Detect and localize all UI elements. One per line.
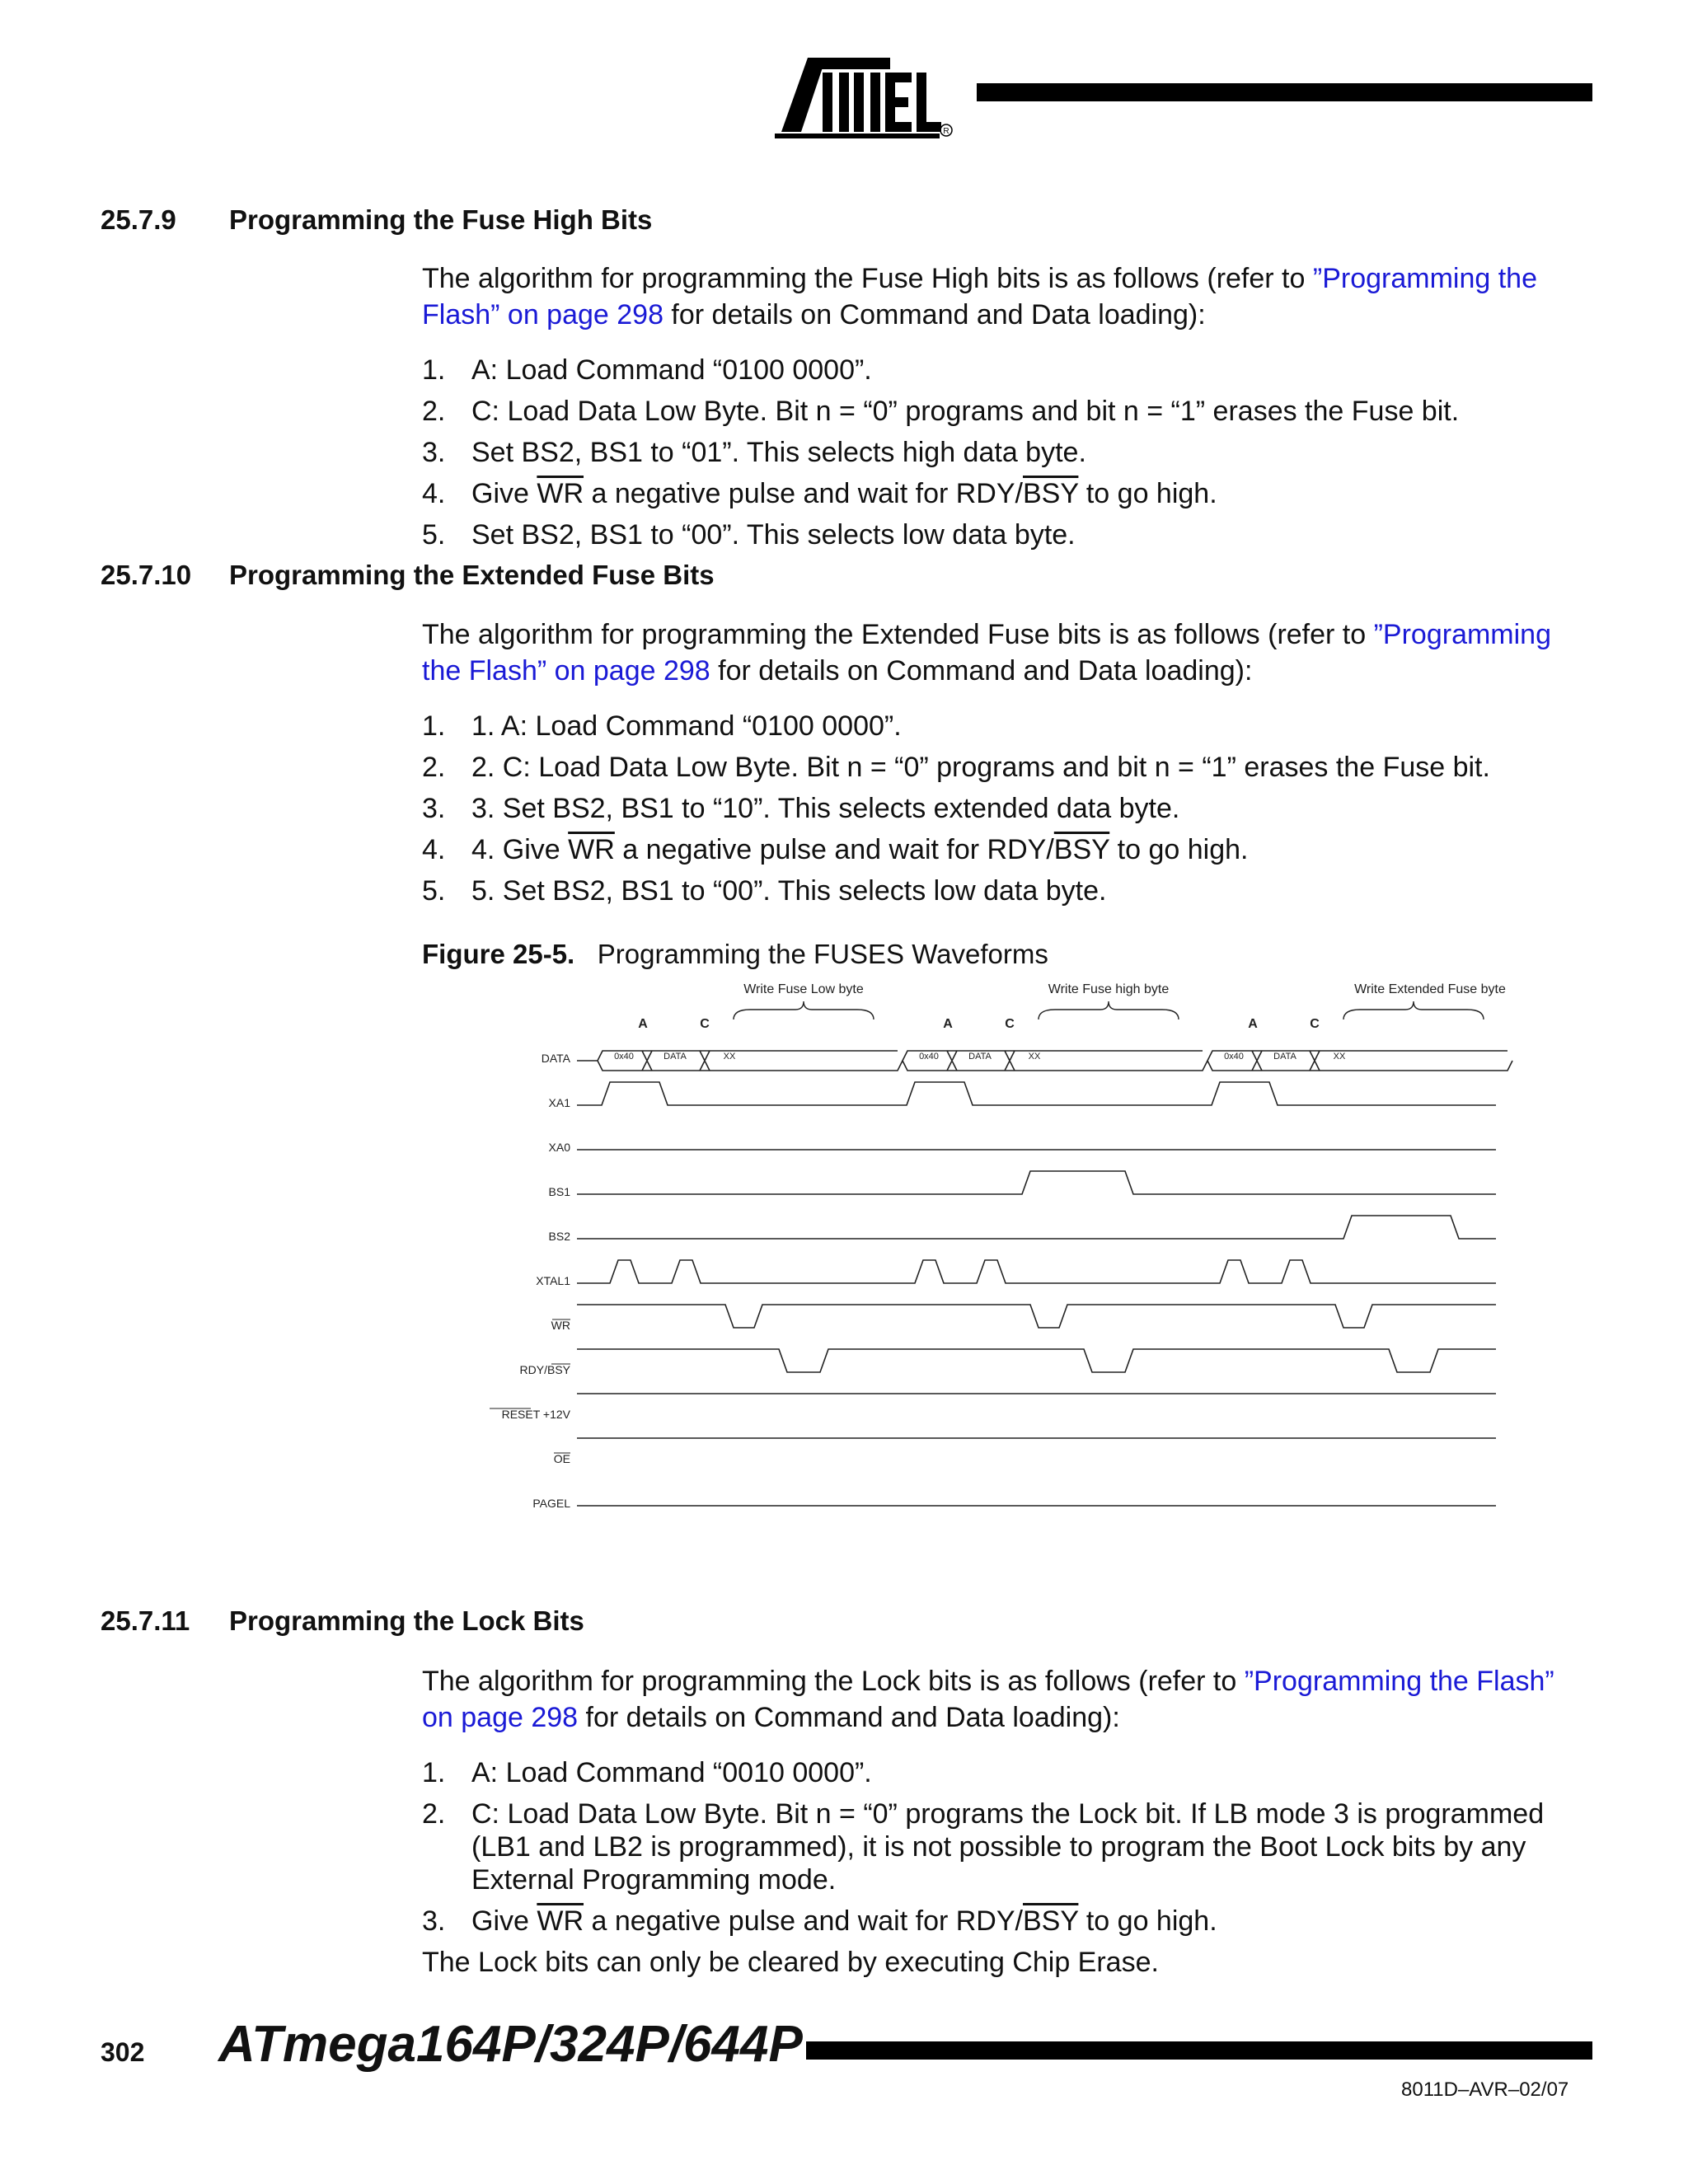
phase-label: A xyxy=(943,1017,953,1031)
item-number: 5. xyxy=(422,875,446,907)
closing-text: The Lock bits can only be cleared by executing Chip Erase. xyxy=(422,1947,1159,1978)
item-text-part: a negative pulse and wait for RDY/ xyxy=(584,1905,1023,1937)
bus-value: XX xyxy=(723,1052,736,1062)
item-number: 5. xyxy=(422,519,446,551)
xref-link[interactable]: ”Programming the Flash” on page 298 xyxy=(422,1666,1554,1733)
signal-label: RESET +12V xyxy=(501,1408,570,1421)
figure-title: Programming the FUSES Waveforms xyxy=(597,939,1048,969)
item-text: 1. A: Load Command “0100 0000”. xyxy=(471,710,902,742)
signal-label: BS1 xyxy=(548,1185,570,1198)
item-text: Set BS2, BS1 to “01”. This selects high data byte. xyxy=(471,437,1086,468)
phase-label: C xyxy=(1310,1017,1320,1031)
signal-labels xyxy=(490,1052,571,1510)
bs1-trace xyxy=(577,1171,1496,1194)
item-text: (LB1 and LB2 is programmed), it is not possible to program the Boot Lock bits by any xyxy=(471,1831,1526,1863)
signal-label: BS2 xyxy=(548,1230,570,1243)
svg-text:R: R xyxy=(943,127,950,136)
item-number: 2. xyxy=(422,752,446,783)
section-intro xyxy=(422,616,1592,689)
item-text: External Programming mode. xyxy=(471,1864,837,1896)
signal-name: $\overline{BSY}$ xyxy=(1022,478,1079,509)
section-number: 25.7.10 xyxy=(101,560,192,590)
item-text: 5. Set BS2, BS1 to “00”. This selects low data byte. xyxy=(471,875,1107,907)
group-label: Write Fuse Low byte xyxy=(743,982,864,996)
data-bus-trace xyxy=(577,1051,1512,1071)
item-number: 1. xyxy=(422,710,446,742)
signal-label: OE xyxy=(553,1452,570,1465)
xa1-trace xyxy=(577,1082,1496,1105)
signal-label: WR xyxy=(551,1319,570,1332)
item-text-part: a negative pulse and wait for RDY/ xyxy=(584,478,1023,509)
item-text-part: Give xyxy=(471,1905,537,1937)
item-number: 3. xyxy=(422,793,446,824)
item-text-part: 4. Give xyxy=(471,834,569,865)
signal-label: XTAL1 xyxy=(536,1274,570,1287)
bus-value: DATA xyxy=(968,1052,992,1062)
item-number: 3. xyxy=(422,437,446,468)
signal-name: $\overline{WR}$ xyxy=(537,478,584,509)
item-number: 2. xyxy=(422,396,446,427)
section-title: Programming the Lock Bits xyxy=(229,1605,584,1636)
group-brace xyxy=(734,1001,874,1019)
bs2-trace xyxy=(577,1216,1496,1239)
page-number: 302 xyxy=(101,2037,145,2067)
group-brace xyxy=(1343,1001,1484,1019)
section-intro xyxy=(422,1663,1592,1736)
phase-label: C xyxy=(1005,1017,1015,1031)
document-title: ATmega164P/324P/644P xyxy=(218,2016,803,2073)
signal-name: $\overline{WR}$ xyxy=(537,1905,584,1937)
item-text-part: to go high. xyxy=(1078,1905,1217,1937)
bus-value: 0x40 xyxy=(614,1052,634,1062)
xtal1-trace xyxy=(577,1260,1496,1283)
item-text-part: a negative pulse and wait for RDY/ xyxy=(614,834,1054,865)
signal-label: XA1 xyxy=(548,1096,570,1109)
section-intro xyxy=(422,260,1592,333)
item-number: 1. xyxy=(422,1757,446,1788)
group-brace xyxy=(1039,1001,1179,1019)
item-text: 2. C: Load Data Low Byte. Bit n = “0” programs and bit n = “1” erases the Fuse bit. xyxy=(471,752,1490,783)
section-title: Programming the Fuse High Bits xyxy=(229,204,653,235)
signal-label: DATA xyxy=(541,1052,570,1065)
figure-label: Figure 25-5. xyxy=(422,939,575,969)
document-code: 8011D–AVR–02/07 xyxy=(1401,2079,1569,2101)
bus-value: XX xyxy=(1028,1052,1041,1062)
xref-link[interactable]: ”Programming the Flash” on page 298 xyxy=(422,263,1537,330)
group-label: Write Extended Fuse byte xyxy=(1354,982,1506,996)
signal-label: PAGEL xyxy=(532,1497,570,1510)
intro-text: The algorithm for programming the Lock bits is as follows (refer to xyxy=(422,1666,1245,1697)
item-text xyxy=(471,829,1248,870)
figure-caption xyxy=(422,939,1048,970)
item-number: 4. xyxy=(422,478,446,509)
section-number: 25.7.9 xyxy=(101,204,176,235)
bus-value: 0x40 xyxy=(919,1052,939,1062)
item-text: 3. Set BS2, BS1 to “10”. This selects extended data byte. xyxy=(471,793,1180,824)
item-text-part: Give xyxy=(471,478,537,509)
wr-trace xyxy=(577,1305,1496,1328)
intro-text: for details on Command and Data loading): xyxy=(578,1702,1120,1733)
bus-value: XX xyxy=(1333,1052,1346,1062)
phase-annotations xyxy=(614,982,1506,1062)
atmel-logo xyxy=(775,49,956,140)
item-number: 3. xyxy=(422,1905,446,1937)
item-text: A: Load Command “0100 0000”. xyxy=(471,354,872,386)
phase-label: A xyxy=(638,1017,648,1031)
phase-label: A xyxy=(1248,1017,1258,1031)
bus-value: 0x40 xyxy=(1224,1052,1244,1062)
header-rule xyxy=(977,83,1592,101)
signal-name: $\overline{BSY}$ xyxy=(1022,1905,1079,1937)
item-text: Set BS2, BS1 to “00”. This selects low data byte. xyxy=(471,519,1076,551)
bus-value: DATA xyxy=(1273,1052,1296,1062)
intro-text: The algorithm for programming the Fuse High bits is as follows (refer to xyxy=(422,263,1313,294)
item-number: 1. xyxy=(422,354,446,386)
bus-value: DATA xyxy=(663,1052,687,1062)
section-number: 25.7.11 xyxy=(101,1605,190,1636)
intro-text: The algorithm for programming the Extended Fuse bits is as follows (refer to xyxy=(422,619,1374,650)
item-text: C: Load Data Low Byte. Bit n = “0” programs and bit n = “1” erases the Fuse bit. xyxy=(471,396,1460,427)
item-number: 2. xyxy=(422,1798,446,1830)
xref-link[interactable]: ”Programming the Flash” on page 298 xyxy=(422,619,1551,687)
signal-name: $\overline{BSY}$ xyxy=(1053,834,1110,865)
phase-label: C xyxy=(700,1017,710,1031)
signal-name: $\overline{WR}$ xyxy=(568,834,615,865)
item-text: A: Load Command “0010 0000”. xyxy=(471,1757,872,1788)
intro-text: for details on Command and Data loading): xyxy=(663,299,1206,330)
signal-label: RDY/BSY xyxy=(519,1363,570,1376)
group-label: Write Fuse high byte xyxy=(1048,982,1170,996)
item-text-part: to go high. xyxy=(1109,834,1249,865)
footer-rule xyxy=(806,2041,1592,2060)
item-text xyxy=(471,1900,1217,1942)
closing-note xyxy=(422,1942,1159,1983)
intro-text: for details on Command and Data loading): xyxy=(710,655,1253,687)
item-text: C: Load Data Low Byte. Bit n = “0” programs the Lock bit. If LB mode 3 is programmed xyxy=(471,1798,1545,1830)
section-title: Programming the Extended Fuse Bits xyxy=(229,560,715,590)
signal-traces xyxy=(577,1051,1512,1506)
signal-label: XA0 xyxy=(548,1141,570,1154)
rdy-bsy-trace xyxy=(577,1349,1496,1372)
item-text-part: to go high. xyxy=(1078,478,1217,509)
item-text xyxy=(471,473,1217,514)
item-number: 4. xyxy=(422,834,446,865)
waveform-diagram xyxy=(462,968,1517,1521)
